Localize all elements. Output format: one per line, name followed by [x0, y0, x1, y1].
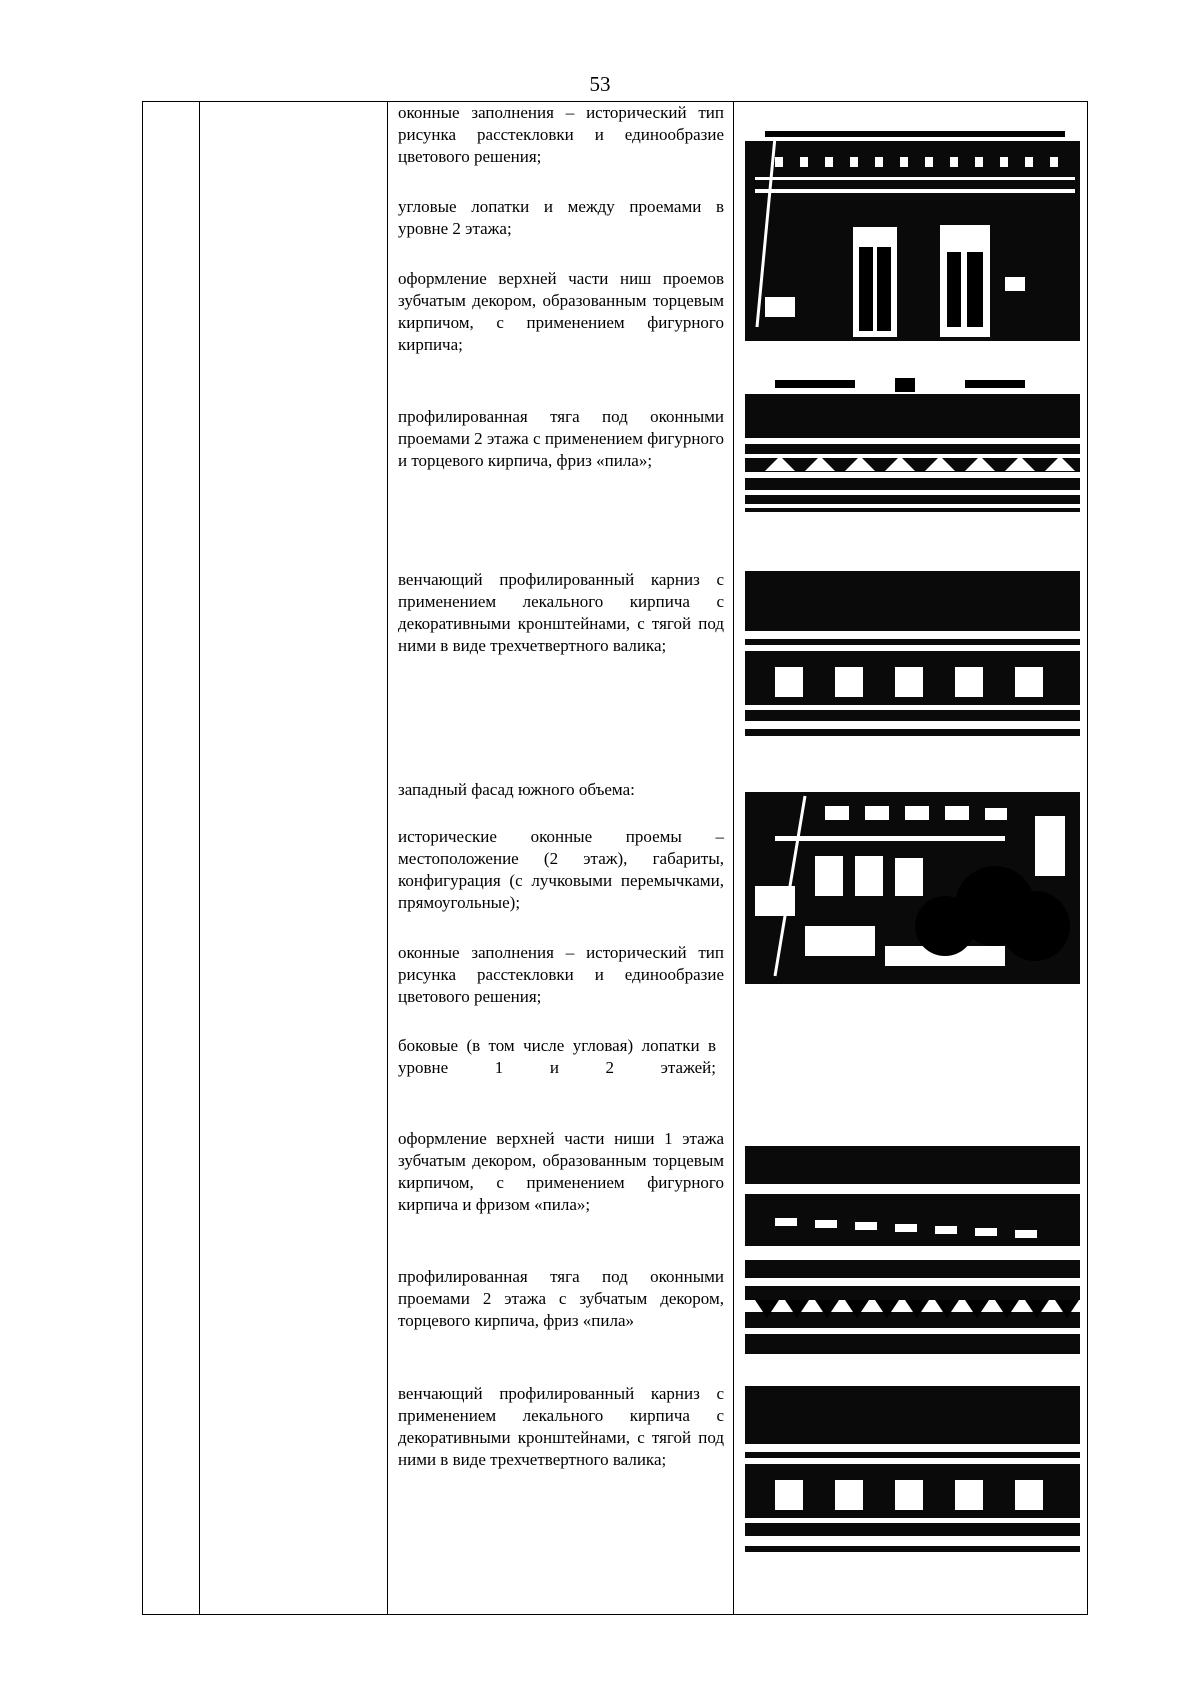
paragraph-corner-pilasters: угловые лопатки и между проемами в уровне 2 этажа; [398, 197, 724, 238]
paragraph-window-fillings-2: оконные заполнения – исторический тип рисунка расстекловки и единообразие цветового решения; [398, 943, 724, 1006]
paragraph-profiled-string-2: профилированная тяга под оконными проемами 2 этажа с зубчатым декором, торцевого кирпича, фриз «пила» [398, 1267, 724, 1330]
column-divider-2 [387, 101, 388, 1615]
paragraph-historic-openings: исторические оконные проемы – местоположение (2 этаж), габариты, конфигурация (с лучковыми перемычками, прямоугольные); [398, 827, 724, 912]
photo-facade-windows-icon [745, 127, 1080, 349]
photo-frieze-saw-icon [745, 376, 1080, 512]
page-number: 53 [589, 72, 611, 96]
paragraph-niche-decor-2: оформление верхней части ниши 1 этажа зубчатым декором, образованным торцевым кирпичом, с применением фигурного кирпича и фризом «пила»; [398, 1129, 724, 1214]
paragraph-profiled-string: профилированная тяга под оконными проемами 2 этажа с применением фигурного и торцевого кирпича, фриз «пила»; [398, 407, 724, 470]
column-divider-3 [733, 101, 734, 1615]
paragraph-crowning-cornice: венчающий профилированный карниз с применением лекального кирпича с декоративными кронштейнами, с тягой под ними в виде трехчетвертного валика; [398, 570, 724, 655]
photo-cornice-brackets-2-icon [745, 1386, 1080, 1552]
photo-west-facade-icon [745, 776, 1080, 984]
paragraph-niche-decor: оформление верхней части ниш проемов зубчатым декором, образованным торцевым кирпичом, с применением фигурного кирпича; [398, 269, 724, 354]
paragraph-crowning-cornice-2: венчающий профилированный карниз с применением лекального кирпича с декоративными кронштейнами, с тягой под ними в виде трехчетвертного валика; [398, 1384, 724, 1469]
photo-frieze-saw-2-icon [745, 1128, 1080, 1354]
paragraph-side-pilasters: боковые (в том числе угловая) лопатки в уровне 1 и 2 этажей; [398, 1036, 716, 1077]
column-divider-1 [199, 101, 200, 1615]
photo-cornice-brackets-icon [745, 571, 1080, 736]
paragraph-west-facade-heading: западный фасад южного объема: [398, 780, 635, 799]
paragraph-window-fillings: оконные заполнения – исторический тип рисунка расстекловки и единообразие цветового решения; [398, 103, 724, 166]
